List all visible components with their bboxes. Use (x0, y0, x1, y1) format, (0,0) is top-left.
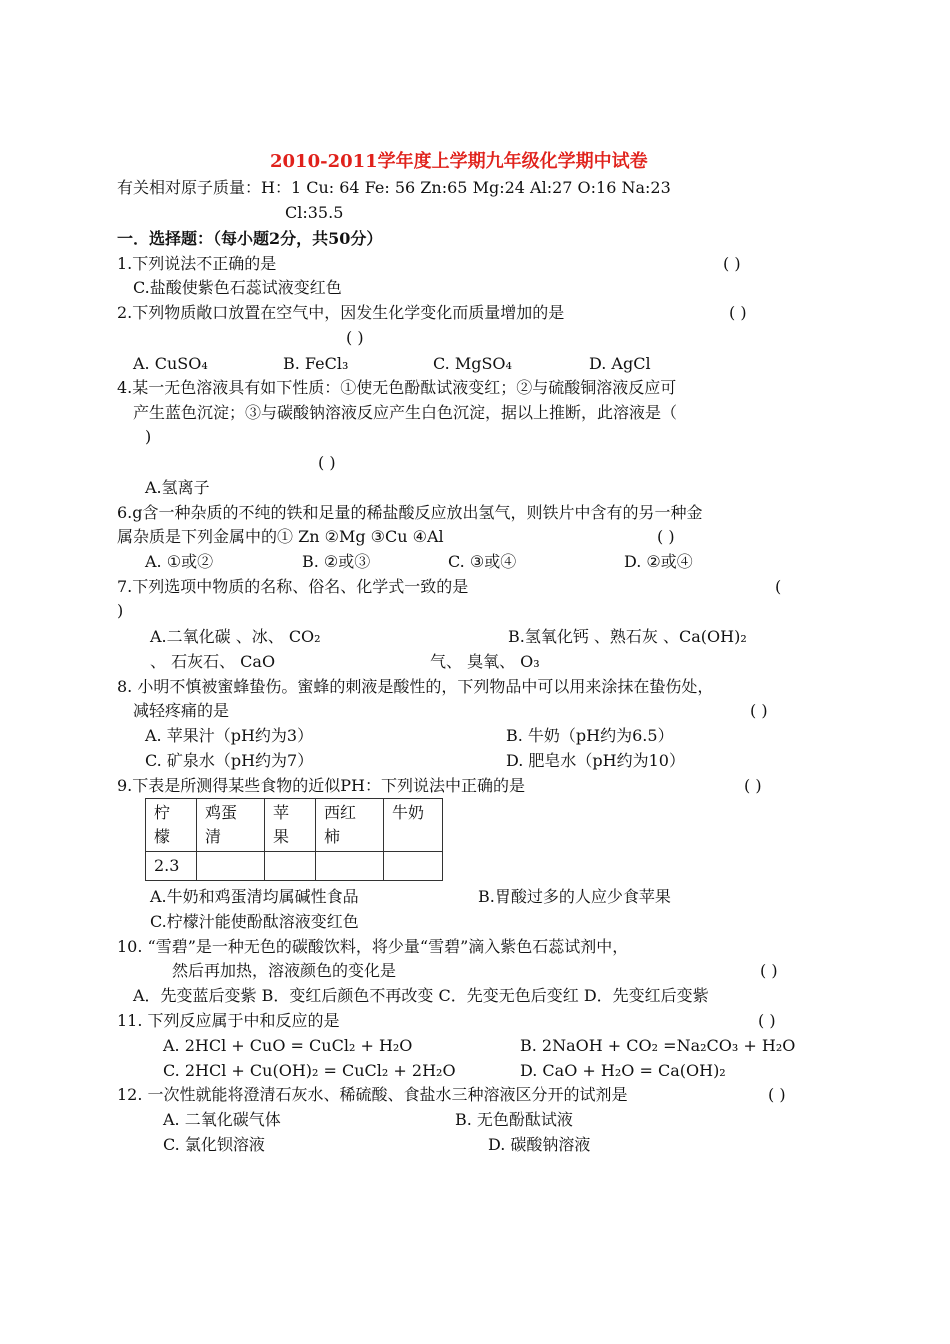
q9-option-a: A.牛奶和鸡蛋清均属碱性食品 (150, 887, 359, 906)
q11-option-c: C. 2HCl + Cu(OH)₂ = CuCl₂ + 2H₂O (163, 1061, 456, 1080)
section-heading: 一．选择题：（每小题2分，共50分） (117, 229, 383, 248)
q4-line1: 4.某一无色溶液具有如下性质：①使无色酚酞试液变红；②与硫酸铜溶液反应可 (117, 378, 677, 397)
q4-option-a: A.氢离子 (145, 478, 210, 497)
q12-answer-bracket: ( ) (768, 1085, 786, 1104)
q12-option-a: A. 二氧化碳气体 (163, 1110, 281, 1129)
q11-option-d: D. CaO + H₂O = Ca(OH)₂ (520, 1061, 726, 1080)
table-cell: 2.3 (146, 852, 197, 881)
q8-answer-bracket: ( ) (750, 701, 768, 720)
table-header-cell: 牛奶 (384, 799, 443, 852)
q12-option-b: B. 无色酚酞试液 (455, 1110, 573, 1129)
q1-answer-bracket: ( ) (723, 254, 741, 273)
q9-option-b: B.胃酸过多的人应少食苹果 (478, 887, 671, 906)
q10-options: A．先变蓝后变紫 B．变红后颜色不再改变 C．先变无色后变红 D．先变红后变紫 (133, 986, 709, 1005)
q7-option-d: 气、 臭氧、 O₃ (430, 652, 540, 671)
atomic-mass-line1: 有关相对原子质量：H：1 Cu: 64 Fe: 56 Zn:65 Mg:24 Al:27 O:16 Na:23 (117, 178, 671, 197)
q4-line2: 产生蓝色沉淀；③与碳酸钠溶液反应产生白色沉淀，据以上推断，此溶液是（ (133, 403, 678, 422)
q2-stem: 2.下列物质敞口放置在空气中，因发生化学变化而质量增加的是 (117, 303, 565, 322)
q8-option-b: B. 牛奶（pH约为6.5） (506, 726, 674, 745)
q12-option-c: C. 氯化钡溶液 (163, 1135, 265, 1154)
q6-line2: 属杂质是下列金属中的① Zn ②Mg ③Cu ④Al (117, 527, 444, 546)
table-header-cell: 鸡蛋 清 (197, 799, 265, 852)
q2-option-c: C. MgSO₄ (433, 354, 512, 373)
table-cell (197, 852, 265, 881)
q6-option-b: B. ②或③ (302, 552, 371, 571)
q8-line2: 减轻疼痛的是 (133, 701, 230, 720)
q2-option-d: D. AgCl (589, 354, 651, 373)
q6-option-a: A. ①或② (145, 552, 214, 571)
q9-stem: 9.下表是所测得某些食物的近似PH：下列说法中正确的是 (117, 776, 525, 795)
table-row (146, 852, 443, 881)
q11-stem: 11. 下列反应属于中和反应的是 (117, 1011, 340, 1030)
q10-answer-bracket: ( ) (760, 961, 778, 980)
q9-option-c: C.柠檬汁能使酚酞溶液变红色 (150, 912, 359, 931)
page-title: 2010-2011学年度上学期九年级化学期中试卷 (270, 151, 648, 172)
q2-answer-bracket-2: ( ) (346, 328, 364, 347)
table-header-cell: 西红 柿 (316, 799, 384, 852)
table-header-cell: 苹 果 (265, 799, 316, 852)
table-cell (316, 852, 384, 881)
q6-line1: 6.g含一种杂质的不纯的铁和足量的稀盐酸反应放出氢气，则铁片中含有的另一种金 (117, 503, 703, 522)
table-cell (384, 852, 443, 881)
table-header-row (146, 799, 443, 852)
q7-option-b: B.氢氧化钙 、熟石灰 、Ca(OH)₂ (508, 627, 747, 646)
q4-line3: ) (145, 427, 152, 446)
q8-option-a: A. 苹果汁（pH约为3） (145, 726, 314, 745)
q10-line1: 10. “雪碧”是一种无色的碳酸饮料，将少量“雪碧”滴入紫色石蕊试剂中， (117, 937, 629, 956)
q6-answer-bracket: ( ) (657, 527, 675, 546)
q9-answer-bracket: ( ) (744, 776, 762, 795)
q6-option-c: C. ③或④ (448, 552, 517, 571)
q7-option-a: A.二氧化碳 、冰、 CO₂ (150, 627, 321, 646)
q7-bracket-close: ) (117, 601, 124, 620)
table-header-cell: 柠 檬 (146, 799, 197, 852)
q10-line2: 然后再加热，溶液颜色的变化是 (172, 961, 397, 980)
q12-option-d: D. 碳酸钠溶液 (488, 1135, 591, 1154)
q2-option-b: B. FeCl₃ (283, 354, 349, 373)
q2-option-a: A. CuSO₄ (133, 354, 208, 373)
atomic-mass-line2: Cl:35.5 (285, 203, 344, 222)
q1-option-c: C.盐酸使紫色石蕊试液变红色 (133, 278, 342, 297)
q8-line1: 8. 小明不慎被蜜蜂蛰伤。蜜蜂的刺液是酸性的，下列物品中可以用来涂抹在蛰伤处， (117, 677, 714, 696)
q8-option-c: C. 矿泉水（pH约为7） (145, 751, 314, 770)
q12-stem: 12. 一次性就能将澄清石灰水、稀硫酸、食盐水三种溶液区分开的试剂是 (117, 1085, 628, 1104)
q1-stem: 1.下列说法不正确的是 (117, 254, 277, 273)
q4-answer-bracket: ( ) (318, 453, 336, 472)
q6-option-d: D. ②或④ (624, 552, 693, 571)
table-cell (265, 852, 316, 881)
q8-option-d: D. 肥皂水（pH约为10） (506, 751, 685, 770)
q7-bracket-open: ( (775, 577, 782, 596)
ph-table (145, 798, 443, 881)
q11-option-b: B. 2NaOH + CO₂ =Na₂CO₃ + H₂O (520, 1036, 796, 1055)
q11-answer-bracket: ( ) (758, 1011, 776, 1030)
q7-option-c: 、 石灰石、 CaO (150, 652, 276, 671)
q11-option-a: A. 2HCl + CuO = CuCl₂ + H₂O (163, 1036, 413, 1055)
q2-answer-bracket: ( ) (729, 303, 747, 322)
q7-stem: 7.下列选项中物质的名称、俗名、化学式一致的是 (117, 577, 469, 596)
